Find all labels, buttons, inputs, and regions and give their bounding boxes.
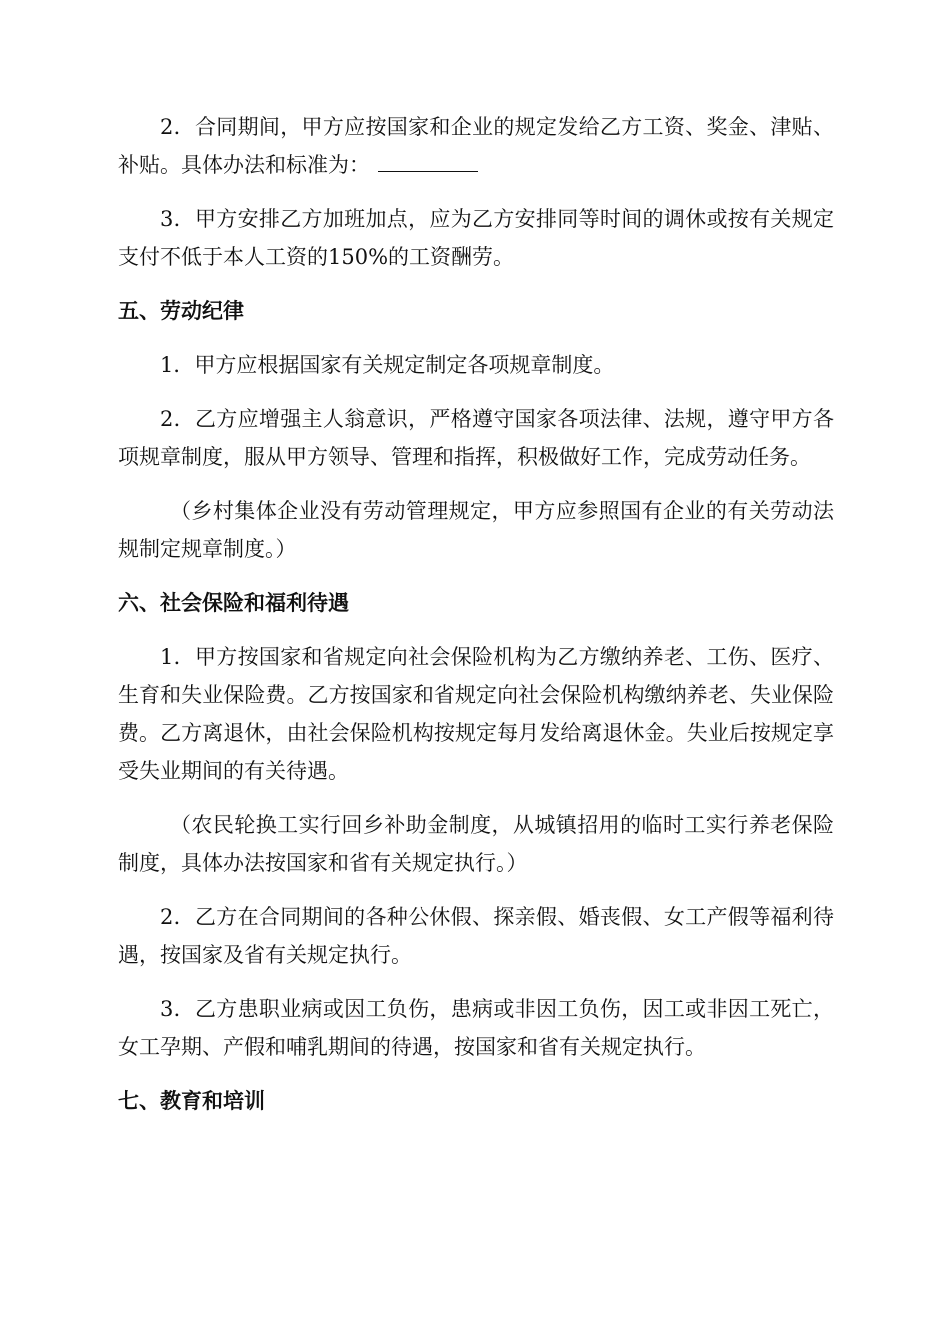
section-heading-social-insurance: 六、社会保险和福利待遇 xyxy=(118,590,349,615)
fill-in-blank[interactable] xyxy=(378,151,478,172)
clause-6-2: 2．乙方在合同期间的各种公休假、探亲假、婚丧假、女工产假等福利待遇，按国家及省有关规定执行。 xyxy=(118,905,834,967)
clause-6-1: 1．甲方按国家和省规定向社会保险机构为乙方缴纳养老、工伤、医疗、生育和失业保险费。乙方按国家和省规定向社会保险机构缴纳养老、失业保险费。乙方离退休，由社会保险机构按规定每月发给离退休金。失业后按规定享受失业期间的有关待遇。 xyxy=(118,645,834,783)
clause-4-2-text: 2．合同期间，甲方应按国家和企业的规定发给乙方工资、奖金、津贴、补贴。具体办法和标准为： xyxy=(118,115,834,177)
document-body xyxy=(118,108,834,1136)
clause-4-3: 3．甲方安排乙方加班加点，应为乙方安排同等时间的调休或按有关规定支付不低于本人工资的150%的工资酬劳。 xyxy=(118,207,834,269)
clause-6-3: 3．乙方患职业病或因工负伤，患病或非因工负伤，因工或非因工死亡，女工孕期、产假和哺乳期间的待遇，按国家和省有关规定执行。 xyxy=(118,997,834,1059)
note-6: （农民轮换工实行回乡补助金制度，从城镇招用的临时工实行养老保险制度，具体办法按国家和省有关规定执行。） xyxy=(118,813,834,875)
clause-5-2: 2．乙方应增强主人翁意识，严格遵守国家各项法律、法规，遵守甲方各项规章制度，服从甲方领导、管理和指挥，积极做好工作，完成劳动任务。 xyxy=(118,407,834,469)
clause-4-2 xyxy=(118,108,834,184)
clause-5-1: 1．甲方应根据国家有关规定制定各项规章制度。 xyxy=(160,353,615,377)
note-5: （乡村集体企业没有劳动管理规定，甲方应参照国有企业的有关劳动法规制定规章制度。） xyxy=(118,499,834,561)
section-heading-education-training: 七、教育和培训 xyxy=(118,1088,265,1113)
section-heading-labor-discipline: 五、劳动纪律 xyxy=(118,298,244,323)
